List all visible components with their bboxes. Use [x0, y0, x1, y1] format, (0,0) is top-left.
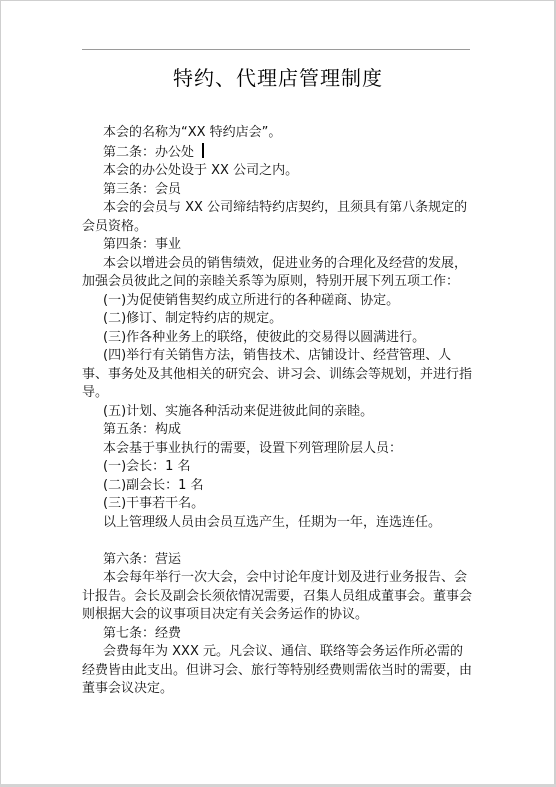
article-2-heading-text: 第二条：办公处 [103, 144, 195, 160]
article-5-item-1[interactable]: (一)会长：1 名 [103, 459, 191, 474]
article-4-item-4[interactable]: (四)举行有关销售方法，销售技术、店铺设计、经营管理、人事、事务处及其他相关的研究会、讲习会、训练会等规划，并进行指导。 [82, 348, 473, 400]
article-3-body[interactable]: 本会的会员与 XX 公司缔结特约店契约，且须具有第八条规定的会员资格。 [82, 200, 468, 234]
article-5-item-3[interactable]: (三)干事若干名。 [103, 496, 205, 511]
page-border-top [0, 0, 556, 1]
article-4-item-3[interactable]: (三)作各种业务上的联络，使彼此的交易得以圆满进行。 [103, 329, 426, 345]
blank-line [82, 532, 474, 551]
article-6-heading[interactable]: 第六条：营运 [103, 551, 182, 567]
article-6-body[interactable]: 本会每年举行一次大会，会中讨论年度计划及进行业务报告、会计报告。会长及副会长须依情况需要，召集人员组成董事会。董事会则根据大会的议事项目决定有关会务运作的协议。 [82, 570, 473, 622]
text-cursor [202, 143, 204, 158]
article-5-note[interactable]: 以上管理级人员由会员互选产生，任期为一年，连选连任。 [103, 514, 442, 530]
article-5-body[interactable]: 本会基于事业执行的需要，设置下列管理阶层人员： [103, 440, 403, 456]
page-border-left [0, 0, 1, 787]
paragraph-name[interactable]: 本会的名称为“XX 特约店会”。 [103, 125, 282, 140]
article-4-item-5[interactable]: (五)计划、实施各种活动来促进彼此间的亲睦。 [103, 403, 374, 419]
article-7-body[interactable]: 会费每年为 XXX 元。凡会议、通信、联络等会务运作所必需的经费皆由此支出。但讲习会、旅行等特别经费则需依当时的需要，由董事会议决定。 [82, 644, 473, 696]
document-title[interactable]: 特约、代理店管理制度 [173, 66, 383, 90]
article-4-item-1[interactable]: (一)为促使销售契约成立所进行的各种磋商、协定。 [103, 292, 400, 308]
header-rule [82, 49, 470, 50]
article-5-heading[interactable]: 第五条：构成 [103, 422, 182, 437]
article-4-body[interactable]: 本会以增进会员的销售绩效，促进业务的合理化及经营的发展，加强会员彼此之间的亲睦关系等为原则，特别开展下列五项工作： [82, 255, 468, 289]
document-body[interactable] [82, 124, 474, 699]
article-2-heading[interactable] [82, 143, 474, 163]
article-3-heading[interactable]: 第三条：会员 [103, 181, 182, 197]
article-4-item-2[interactable]: (二)修订、制定特约店的规定。 [103, 311, 283, 326]
article-2-body[interactable]: 本会的办公处设于 XX 公司之内。 [103, 163, 299, 178]
article-7-heading[interactable]: 第七条：经费 [103, 625, 182, 641]
article-4-heading[interactable]: 第四条：事业 [103, 237, 182, 252]
article-5-item-2[interactable]: (二)副会长：1 名 [103, 477, 204, 493]
